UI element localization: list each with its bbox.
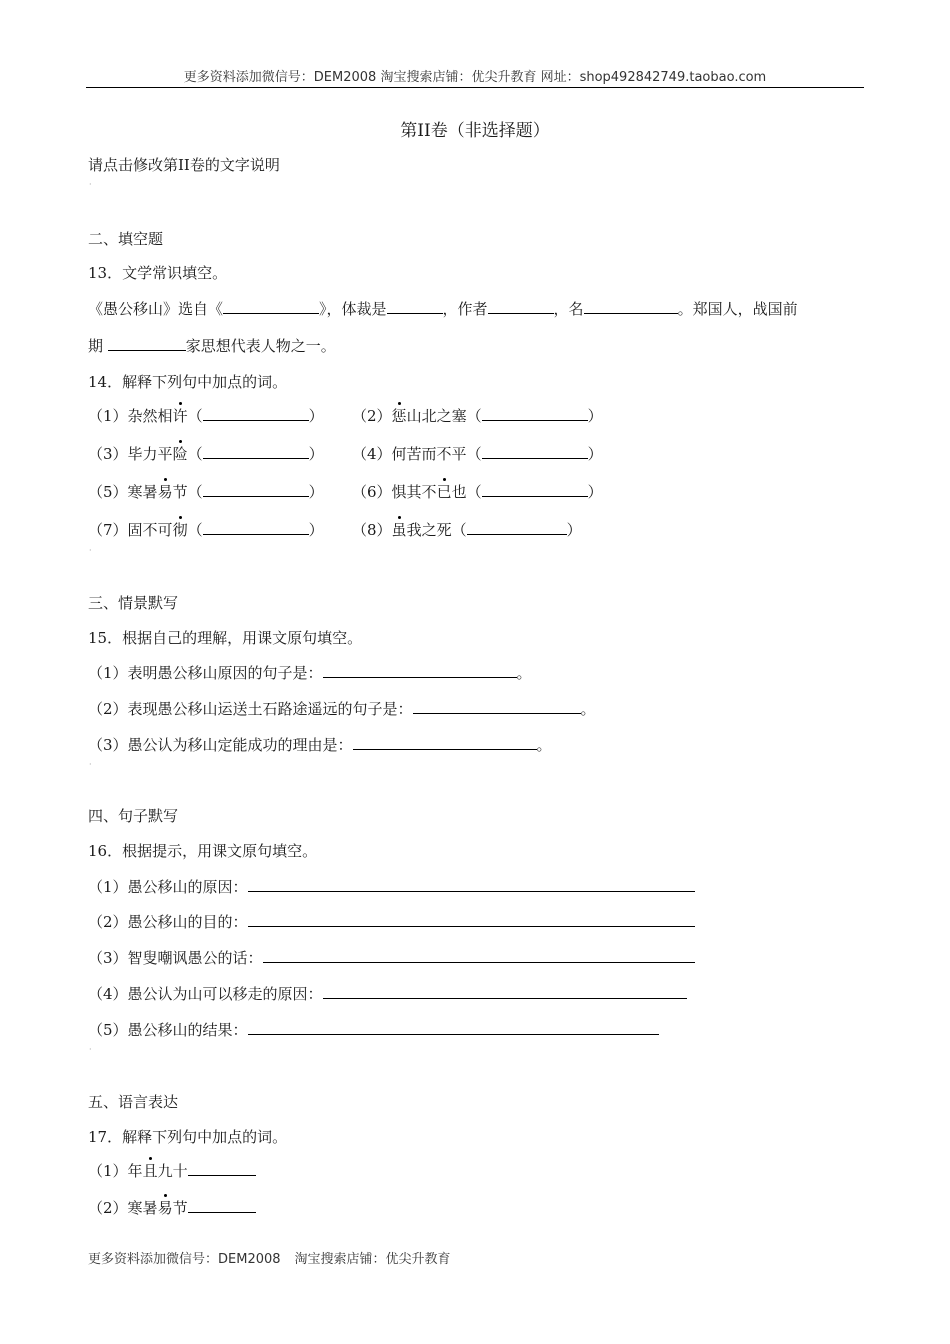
page-header: 更多资料添加微信号：DEM2008 淘宝搜索店铺：优尖升教育 网址：shop492842749.taobao.com: [183, 70, 767, 85]
q16-item-4: （4）愚公认为山可以移走的原因：: [88, 983, 687, 1004]
dotted-char: 许: [172, 407, 188, 425]
q16-item-5: （5）愚公移山的结果：: [88, 1019, 659, 1040]
blank[interactable]: [203, 482, 309, 497]
blank[interactable]: [467, 520, 567, 535]
q13-line1: 《愚公移山》选自《 》，体裁是 ，作者 ，名 。郑国人，战国前: [88, 300, 798, 318]
q16-item-2: （2）愚公移山的目的：: [88, 911, 695, 932]
dotted-char: 已: [436, 483, 452, 501]
blank[interactable]: [482, 444, 588, 459]
section-heading-fill: 二、填空题: [88, 230, 164, 248]
dotted-char: 惩: [391, 407, 407, 425]
q17-item: （1）年且九十: [88, 1160, 256, 1181]
paragraph-mark: ·: [89, 546, 92, 555]
page-title: 第II卷（非选择题）: [400, 121, 550, 141]
q15-item-2: （2）表现愚公移山运送土石路途遥远的句子是： 。: [88, 700, 596, 718]
blank[interactable]: [263, 948, 695, 963]
q13-prompt: 13．文学常识填空。: [88, 264, 228, 282]
blank[interactable]: [203, 444, 309, 459]
section-heading-recite: 三、情景默写: [88, 594, 179, 612]
blank[interactable]: [203, 520, 309, 535]
q14-item: （5）寒暑易节（ ）: [88, 483, 324, 501]
dotted-char: 且: [142, 1162, 158, 1180]
dotted-char: 虽: [391, 521, 407, 539]
q15-prompt: 15．根据自己的理解，用课文原句填空。: [88, 629, 363, 647]
blank[interactable]: [248, 912, 695, 927]
q13-line2: 期 家思想代表人物之一。: [88, 337, 336, 355]
dotted-char: 险: [172, 445, 188, 463]
blank[interactable]: [584, 299, 678, 314]
section-heading-language: 五、语言表达: [88, 1093, 179, 1111]
q14-item: （4）何苦而不平（ ）: [352, 445, 603, 463]
blank[interactable]: [482, 482, 588, 497]
blank[interactable]: [248, 1020, 659, 1035]
q14-item: （1）杂然相许（ ）: [88, 407, 324, 425]
q17-item: （2）寒暑易节: [88, 1197, 256, 1218]
blank[interactable]: [188, 1161, 256, 1176]
blank[interactable]: [323, 984, 687, 999]
blank[interactable]: [413, 699, 581, 714]
dotted-char: 易: [157, 1199, 173, 1217]
page-footer: 更多资料添加微信号：DEM2008 淘宝搜索店铺：优尖升教育: [88, 1252, 451, 1267]
q16-item-3: （3）智叟嘲讽愚公的话：: [88, 947, 695, 968]
blank[interactable]: [387, 299, 443, 314]
paragraph-mark: ·: [89, 760, 92, 769]
blank[interactable]: [323, 663, 517, 678]
paragraph-mark: ·: [89, 1045, 92, 1054]
blank[interactable]: [248, 877, 695, 892]
blank[interactable]: [223, 299, 319, 314]
blank[interactable]: [488, 299, 554, 314]
instruction-text: 请点击修改第II卷的文字说明: [88, 156, 280, 174]
q14-item: （8）虽我之死（ ）: [352, 521, 582, 539]
q14-item: （6）惧其不已也（ ）: [352, 483, 603, 501]
q14-item: （2）惩山北之塞（ ）: [352, 407, 603, 425]
q14-item: （3）毕力平险（ ）: [88, 445, 324, 463]
paragraph-mark: ·: [89, 180, 92, 189]
q17-prompt: 17．解释下列句中加点的词。: [88, 1128, 288, 1146]
dotted-char: 彻: [172, 521, 188, 539]
q14-prompt: 14．解释下列句中加点的词。: [88, 373, 288, 391]
blank[interactable]: [188, 1198, 256, 1213]
dotted-char: 易: [157, 483, 173, 501]
blank[interactable]: [108, 336, 186, 351]
blank[interactable]: [203, 406, 309, 421]
q15-item-1: （1）表明愚公移山原因的句子是： 。: [88, 664, 532, 682]
q14-item: （7）固不可彻（ ）: [88, 521, 324, 539]
section-heading-sentence: 四、句子默写: [88, 807, 179, 825]
blank[interactable]: [353, 735, 537, 750]
q15-item-3: （3）愚公认为移山定能成功的理由是： 。: [88, 736, 552, 754]
header-rule: [86, 87, 864, 88]
blank[interactable]: [482, 406, 588, 421]
q16-item-1: （1）愚公移山的原因：: [88, 876, 695, 897]
q16-prompt: 16．根据提示，用课文原句填空。: [88, 842, 318, 860]
